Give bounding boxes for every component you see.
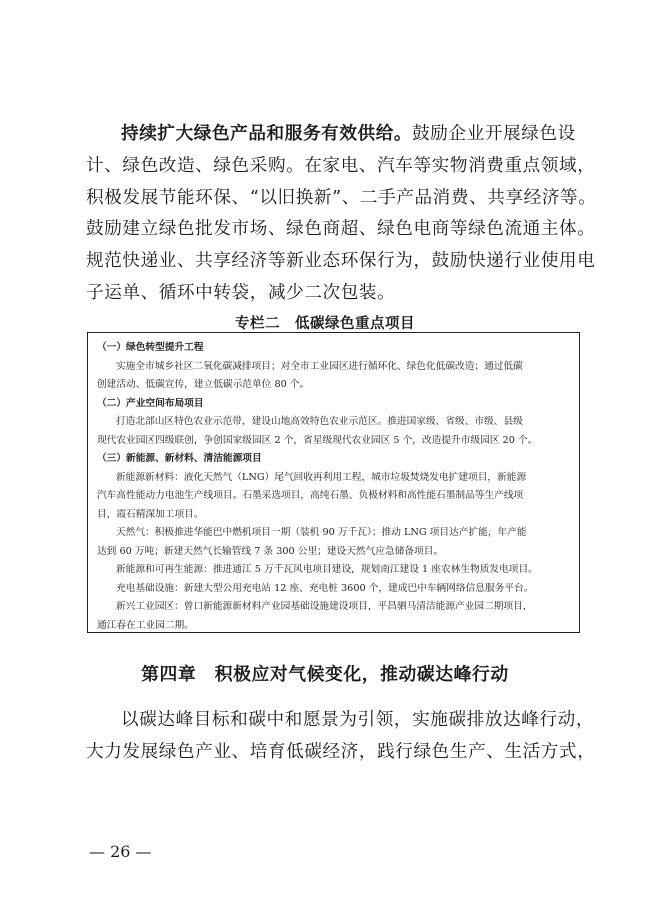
box-line: 创建活动、低碳宣传，建立低碳示范单位 80 个。 (97, 379, 310, 390)
box-line: 新能源和可再生能源：推进通江 5 万千瓦风电项目建设，规划南江建设 1 座农林生物质发电项目。 (116, 564, 538, 575)
paragraph-line: 大力发展绿色产业、培育低碳经济，践行绿色生产、生活方式， (86, 741, 596, 762)
section-heading: （三）新能源、新材料、清洁能源项目 (97, 453, 262, 464)
box-line: 天然气：积极推进华能巴中燃机项目一期（装机 90 万千瓦）；推动 LNG 项目达产扩能，年产能 (116, 527, 527, 538)
project-box (87, 332, 580, 633)
box-line: 新能源新材料：液化天然气（LNG）尾气回收再利用工程，城市垃圾焚烧发电扩建项目，新能源 (116, 471, 527, 483)
box-line: 充电基础设施：新建大型公用充电站 12 座、充电桩 3600 个，建成巴中车辆网络信息服务平台。 (116, 582, 534, 594)
box-line: 现代农业园区四级联创，争创国家级园区 2 个，省星级现代农业园区 5 个，改造提升市级园区 20 个。 (97, 434, 538, 446)
box-line: 目，霞石精深加工项目。 (97, 508, 204, 520)
section-heading: （一）绿色转型提升工程 (97, 342, 204, 353)
paragraph-line: 鼓励建立绿色批发市场、绿色商超、绿色电商等绿色流通主体。 (86, 219, 596, 240)
paragraph-line: 以碳达峰目标和碳中和愿景为引领，实施碳排放达峰行动， (121, 710, 595, 730)
paragraph-line (86, 118, 576, 151)
paragraph-lead: 持续扩大绿色产品和服务有效供给。 (121, 123, 413, 144)
box-line: 打造北部山区特色农业示范带，建设山地高效特色农业示范区。推进国家级、省级、市级、县级 (116, 416, 523, 427)
box-line: 汽车高性能动力电池生产线项目。石墨采选项目，高纯石墨、负极材料和高性能石墨制品等生产线项 (97, 490, 524, 501)
paragraph-green-supply (86, 118, 597, 310)
paragraph-line: 计、绿色改造、绿色采购。在家电、汽车等实物消费重点领域， (86, 155, 596, 176)
box-line: 新兴工业园区：曾口新能源新材料产业园基础设施建设项目，平昌驷马清洁能源产业园二期项目， (116, 601, 533, 612)
paragraph-carbon-peak (86, 705, 596, 769)
box-title: 专栏二 低碳绿色重点项目 (235, 315, 415, 332)
paragraph-line: 子运单、循环中转袋，减少二次包装。 (86, 282, 396, 303)
box-line: 实施全市城乡社区二氧化碳减排项目；对全市工业园区进行循环化、绿色化低碳改造；通过低碳 (116, 360, 523, 372)
box-line: 通江春在工业园二期。 (97, 619, 194, 631)
box-line: 达到 60 万吨；新建天然气长输管线 7 条 300 公里；建设天然气应急储备项目。 (97, 545, 444, 557)
paragraph-line: 积极发展节能环保、“以旧换新”、二手产品消费、共享经济等。 (86, 187, 597, 208)
section-heading: （二）产业空间布局项目 (97, 397, 204, 409)
paragraph-line: 规范快递业、共享经济等新业态环保行为，鼓励快递行业使用电 (86, 251, 596, 272)
page-number: — 26 — (89, 842, 152, 861)
chapter-title: 第四章 积极应对气候变化，推动碳达峰行动 (141, 664, 509, 685)
paragraph-text: 鼓励企业开展绿色设 (412, 124, 576, 144)
